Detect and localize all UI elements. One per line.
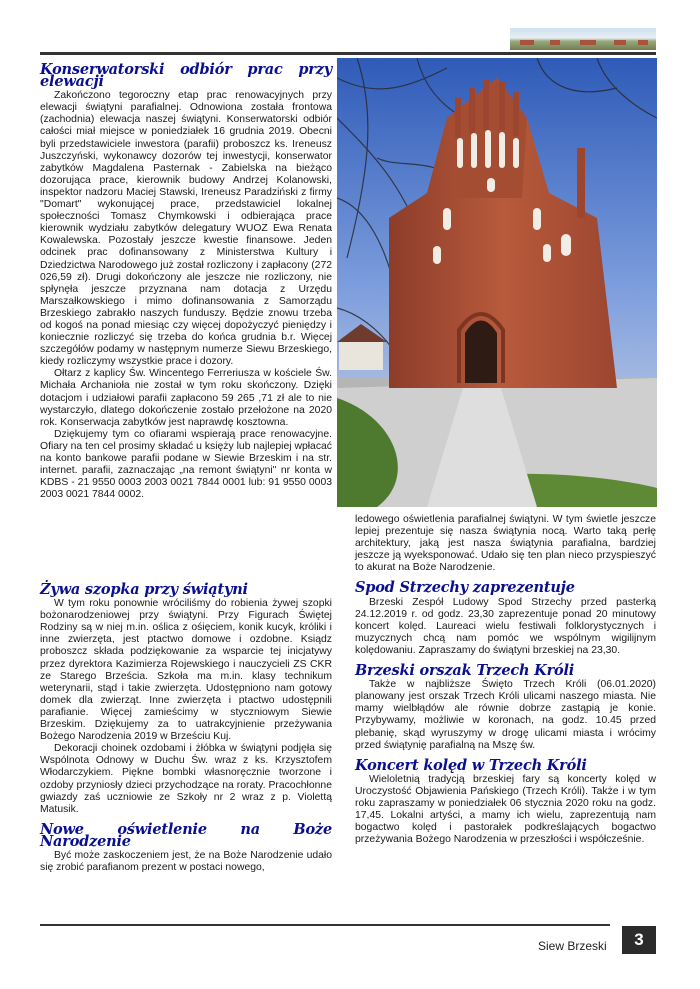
heading-spod-strzechy: Spod Strzechy zaprezentuje <box>355 579 575 597</box>
roof-decoration <box>580 40 596 45</box>
roof-decoration <box>614 40 626 45</box>
heading-nowe-oswietlenie: Nowe oświetlenie na Boże Narodzenie <box>40 820 332 850</box>
paragraph: ledowego oświetlenia parafialnej świątyni. W tym świetle jeszcze lepiej prezentuje się nasza świątynia nocą. Warto taką perłę architektury, jaką jest nasza świątynia parafialna, bardziej jeszcze ją wyeksponować. Udało się ten plan nieco przyspieszyć to akurat na Boże Narodzenie. <box>355 514 656 574</box>
church-illustration <box>337 58 657 507</box>
church-photo <box>337 58 657 507</box>
heading-konserwatorski: Konserwatorski odbiór prac przy elewacji <box>40 61 332 91</box>
paragraph: Także w najbliższe Święto Trzech Króli (06.01.2020) planowany jest orszak Trzech Króli ulicami naszego miasta. Nie mamy wielbłądów ale równie dobrze zastąpią je konie. Przybywamy, możliwie w koronach, na godz. 10.45 przed plebanię, skąd wyruszymy w drogę ulicami miasta i wrócimy przed świątynię parafialną na Mszę św. <box>355 679 656 751</box>
roof-decoration <box>550 40 560 45</box>
article-column-right-bottom <box>355 514 656 846</box>
article-column-left-bottom <box>40 580 332 874</box>
heading-koncert-koled: Koncert kolęd w Trzech Króli <box>355 756 587 774</box>
heading-zywa-szopka: Żywa szopka przy świątyni <box>40 581 248 598</box>
paragraph: Wieloletnią tradycją brzeskiej fary są koncerty kolęd w Uroczystość Objawienia Pańskiego (Trzech Króli). Także i w tym roku zapraszamy w poniedziałek 06 stycznia 2020 roku na godz. 17,45. Lokalni artyści, a mamy ich wielu, zaprezentują nam bogactwo kolęd i pastorałek podkreślających bogactwo przeżywania Bożego Narodzenia w przeszłości i współcześnie. <box>355 773 656 846</box>
paragraph: Brzeski Zespół Ludowy Spod Strzechy przed pasterką 24.12.2019 r. od godz. 23,30 zaprezentuje ponad 20 minutowy koncert kolęd. Laureaci wielu festiwali folklorystycznych i muzycznych chcą nam pomóc we wspólnym wigilijnym kolędowaniu. Zapraszamy do świątyni brzeskiej na 23,30. <box>355 596 656 656</box>
paragraph: Ołtarz z kaplicy Św. Wincentego Ferreriusza w kościele Św. Michała Archanioła nie został w tym roku skończony. Dzięki dotacjom i udziałowi parafii zapłacono 59 265 ,71 zł ale to nie wystarczyło, dlatego dokończenie zostało przełożone na 2020 rok. Konserwacja zabytków jest naprawdę kosztowna. <box>40 368 332 428</box>
paragraph: Dziękujemy tym co ofiarami wspierają prace renowacyjne. Ofiary na ten cel prosimy składać u księży lub najlepiej wpłacać na konto bankowe parafii podane w Siewie Brzeskim i na str. internet. parafii, zaznaczając „na remont świątyni" nr konta w KDBS - 21 9550 0003 2003 0021 7844 0001 lub: 91 9550 0003 2003 0021 7844 0002. <box>40 428 332 501</box>
paragraph: Dekoracji choinek ozdobami i żłóbka w świątyni podjęła się Wspólnota Odnowy w Duchu Św. wraz z ks. Krzysztofem Włodarczykiem. Piękne bombki własnoręcznie tworzone i ozdoby przyniosły dzieci przychodzące na roraty. Pracochłonne gwiazdy zaś uczniowie ze Szkoły nr 2 wraz z p. Violettą Matusik. <box>40 743 332 815</box>
bottom-divider <box>40 924 610 926</box>
header-town-strip <box>510 28 656 50</box>
paragraph: Być może zaskoczeniem jest, że na Boże Narodzenie udało się zrobić parafianom prezent w postaci nowego, <box>40 849 332 874</box>
article-column-left-top <box>40 60 332 501</box>
heading-orszak: Brzeski orszak Trzech Króli <box>355 662 575 680</box>
roof-decoration <box>520 40 534 45</box>
paragraph: W tym roku ponownie wróciliśmy do robienia żywej szopki bożonarodzeniowej przy świątyni. Przy Figurach Świętej Rodziny są w niej m.in. oślica z ośięciem, konik kucyk, króliki i inne zwierzęta, jest ptactwo domowe i ozdobne. Ksiądz proboszcz składa podziękowanie za wsparcie tej inicjatywy przez dyrektora Kazimierza Rojewskiego i nauczycieli ZS CKR ze Starego Brześcia. Szkoła ma m.in. klasy technikum weterynarii, stąd i takie zwierzęta. Udostępniono nam gotowy domek dla zwierząt. Inne zwierzęta i ptactwo udostępnili parafianie. Więcej zamieścimy w styczniowym Siewie Brzeskim. Dziękujemy za to uatrakcyjnienie przeżywania Bożego Narodzenia 2019 w Brześciu Kuj. <box>40 598 332 743</box>
top-divider <box>40 52 656 55</box>
footer-magazine-title: Siew Brzeski <box>538 939 607 953</box>
roof-decoration <box>638 40 648 45</box>
paragraph: Zakończono tegoroczny etap prac renowacyjnych przy elewacji świątyni parafialnej. Odnowiona została frontowa (zachodnia) elewacja naszej świątyni. Konserwatorski odbiór całości miał miejsce w poniedziałek 16 grudnia 2019. Obecni byli przedstawiciele inwestora (parafii) proboszcz ks. Ireneusz Juszczyński, wykonawcy dozorów tej inwestycji, konserwator zabytków Magdalena Pasternak - Zabielska na bieżąco dozorująca prace, kierownik budowy Andrzej Kolanowski, inspektor nadzoru Maciej Stawski, Ireneusz Paradziński z firmy "Domart" wykonującej prace, przedstawiciel lokalnej społeczności Tomasz Chymkowski i odbierająca prace kierownik wydziału zabytków delegatury WUOZ Ewa Renata Kowalewska. Pozostały jeszcze kwestie finansowe. Jeden odcinek prac dofinansowany z Ministerstwa Kultury i Dziedzictwa Narodowego już został rozliczony i zapłacony (272 026,59 zł). Drugi dokończony ale jeszcze nie rozliczony, nie spłynęła jeszcze przyznana nam dotacja z Urzędu Marszałkowskiego i mimo dofinansowania z Samorządu Brzeskiego zabrakło naszych funduszy. Będzie znowu trzeba od kogoś na ponad miesiąc czy więcej dopożyczyć pieniędzy i koniecznie rozliczyć się trzeba do końca grudnia b.r. Więcej szczegółów podamy w następnym numerze Siewu Brzeskiego, kiedy rozliczymy wszystkie prace i dozory. <box>40 90 332 368</box>
page-number: 3 <box>622 926 656 954</box>
